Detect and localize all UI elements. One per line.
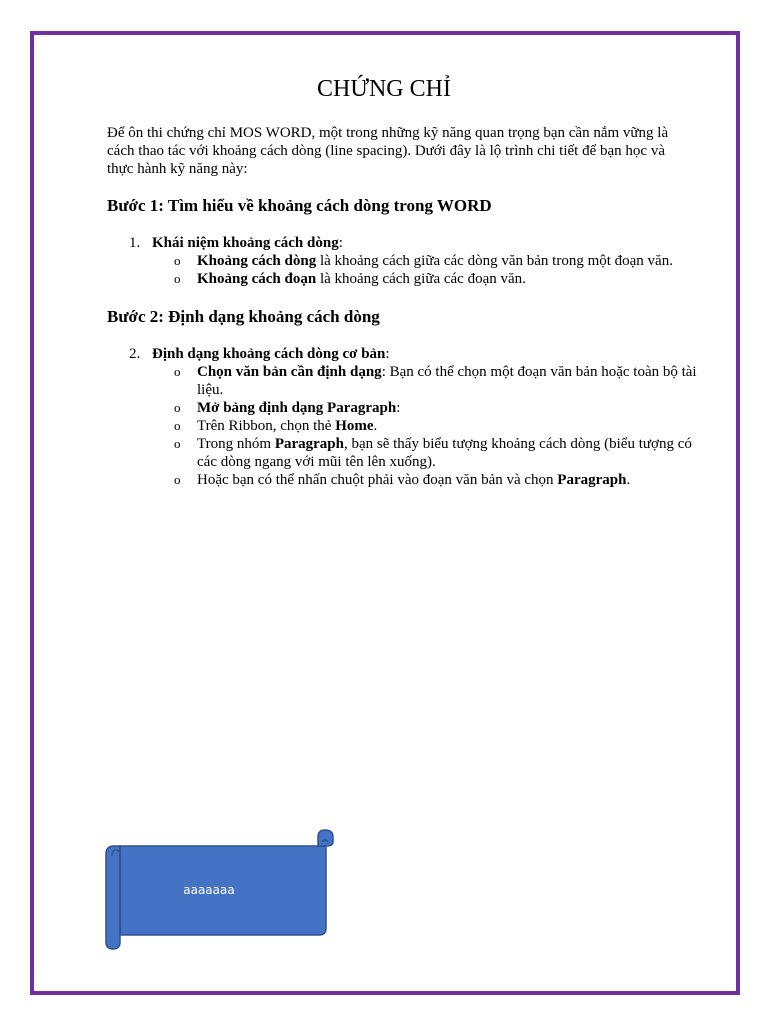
item-number: 1. xyxy=(129,235,141,251)
list-item: o Khoảng cách dòng là khoảng cách giữa các dòng văn bản trong một đoạn văn. xyxy=(174,253,673,269)
banner-text: aaaaaaa xyxy=(183,883,235,897)
list-item: o Trên Ribbon, chọn thẻ Home. xyxy=(174,418,378,434)
section-1-heading: Bước 1: Tìm hiểu về khoảng cách dòng trong WORD xyxy=(107,196,492,215)
section-2-bullets xyxy=(174,363,704,489)
bullet-glyph: o xyxy=(174,472,181,487)
bullet-glyph: o xyxy=(174,400,181,415)
item-label: Định dạng khoảng cách dòng cơ bản: xyxy=(152,346,390,362)
item-number: 2. xyxy=(129,346,141,362)
section-2-heading: Bước 2: Định dạng khoảng cách dòng xyxy=(107,307,380,326)
intro-paragraph: Để ôn thi chứng chỉ MOS WORD, một trong những kỹ năng quan trọng bạn cần nắm vững là cách thao tác với khoảng cách dòng (line spacing). Dưới đây là lộ trình chi tiết để bạn học và thực hành kỹ năng này: xyxy=(107,125,669,177)
list-item: o Khoảng cách đoạn là khoảng cách giữa các đoạn văn. xyxy=(174,271,526,287)
list-item: o Chọn văn bản cần định dạng: Bạn có thể chọn một đoạn văn bản hoặc toàn bộ tài liệu. xyxy=(174,364,697,398)
list-item: o Trong nhóm Paragraph, bạn sẽ thấy biểu tượng khoảng cách dòng (biểu tượng có các dòng ngang với mũi tên lên xuống). xyxy=(174,436,692,470)
section-1-bullets xyxy=(174,252,704,288)
bullet-glyph: o xyxy=(174,271,181,286)
list-item: o Hoặc bạn có thể nhấn chuột phải vào đoạn văn bản và chọn Paragraph. xyxy=(174,472,631,488)
bullet-glyph: o xyxy=(174,418,181,433)
list-item: o Mở bảng định dạng Paragraph: xyxy=(174,400,401,416)
bullet-glyph: o xyxy=(174,436,181,451)
bullet-glyph: o xyxy=(174,364,181,379)
bullet-glyph: o xyxy=(174,253,181,268)
item-label: Khái niệm khoảng cách dòng: xyxy=(152,235,343,251)
document-title: CHỨNG CHỈ xyxy=(317,76,451,102)
